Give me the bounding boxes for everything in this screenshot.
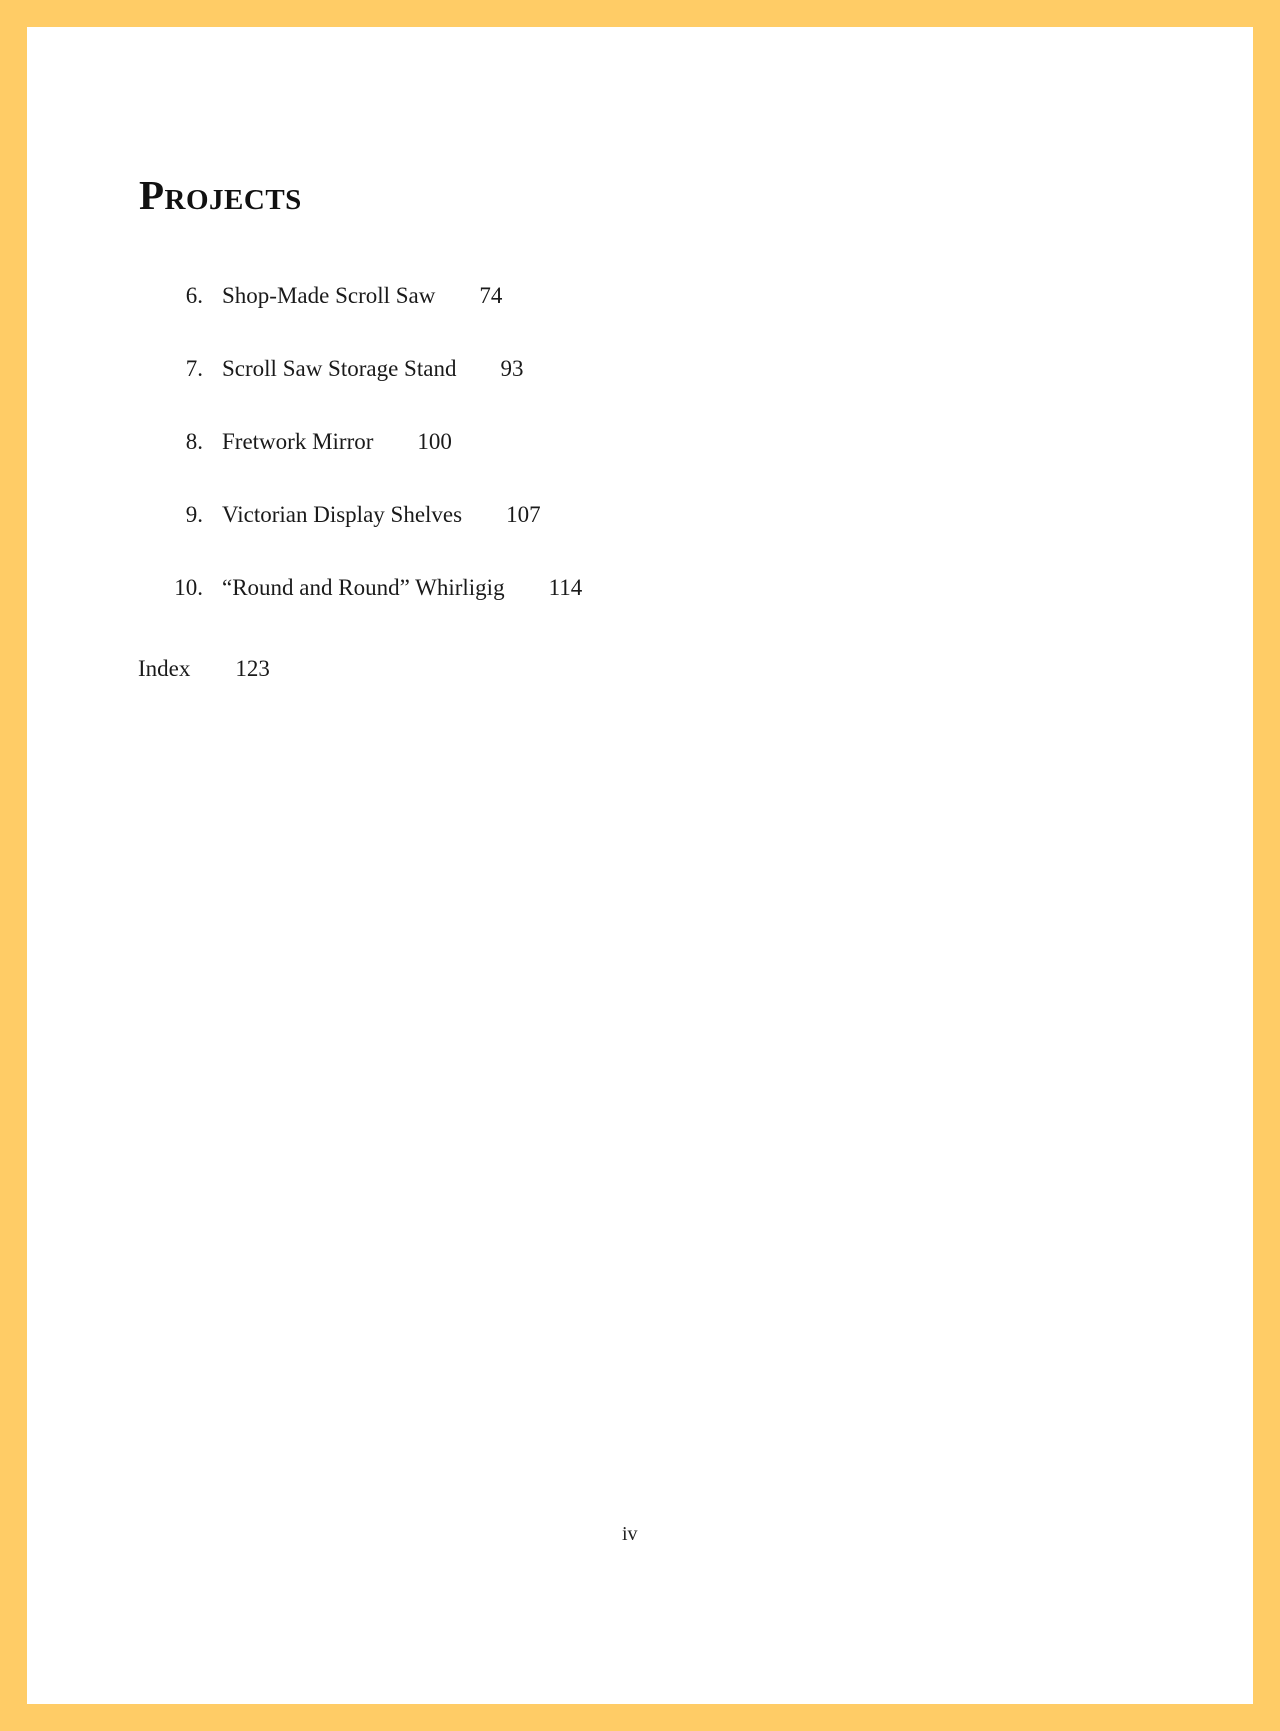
toc-entry[interactable]: [163, 503, 541, 526]
toc-index-page: 123: [235, 656, 270, 681]
toc-entry[interactable]: [163, 430, 452, 453]
section-heading: Projects: [139, 172, 302, 218]
toc-entry-title: Victorian Display Shelves: [222, 502, 463, 527]
toc-entry-page: 114: [548, 575, 583, 600]
toc-entry-number: 6.: [185, 283, 203, 308]
toc-entry-title: Fretwork Mirror: [222, 429, 374, 454]
toc-entry-page: 107: [506, 502, 541, 527]
toc-entry-number: 9.: [185, 502, 203, 527]
toc-entry-number: 8.: [185, 429, 203, 454]
document-page: [27, 27, 1253, 1704]
toc-entry-page: 100: [417, 429, 452, 454]
toc-entry[interactable]: [163, 284, 502, 307]
toc-entry-page: 93: [500, 356, 524, 381]
toc-entry-title: Scroll Saw Storage Stand: [222, 356, 457, 381]
toc-entry-number: 10.: [174, 575, 203, 600]
page-number: iv: [622, 1523, 638, 1545]
toc-entry-page: 74: [479, 283, 503, 308]
toc-entry-number: 7.: [185, 356, 203, 381]
toc-entry-title: Shop-Made Scroll Saw: [222, 283, 436, 308]
toc-entry[interactable]: [163, 357, 523, 380]
toc-entry-title: “Round and Round” Whirligig: [222, 575, 505, 600]
table-of-contents: [27, 27, 1253, 1704]
toc-index-title: Index: [138, 656, 191, 681]
toc-index-entry[interactable]: [138, 657, 270, 680]
toc-entry[interactable]: [163, 576, 582, 599]
